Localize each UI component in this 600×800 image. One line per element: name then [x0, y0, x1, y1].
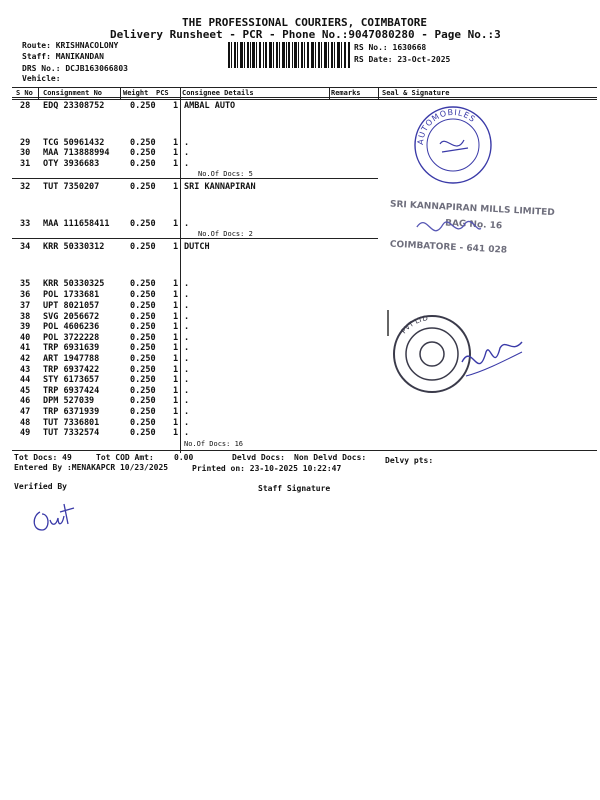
- total-cod-label: Tot COD Amt:: [96, 453, 154, 462]
- printed-on: Printed on: 23-10-2025 10:22:47: [192, 464, 342, 473]
- cell-consignment: TUT 7332574: [43, 428, 100, 438]
- cell-pcs: 1: [173, 159, 179, 169]
- company-title: THE PROFESSIONAL COURIERS, COIMBATORE: [182, 16, 428, 29]
- cell-pcs: 1: [173, 138, 179, 148]
- cell-pcs: 1: [173, 322, 179, 332]
- cell-consignment: SVG 2056672: [43, 312, 100, 322]
- dutch-seal-stamp: [382, 302, 542, 402]
- cell-consignee: SRI KANNAPIRAN: [184, 182, 256, 192]
- cell-consignee: .: [184, 219, 190, 229]
- col-header-pcs: PCS: [156, 89, 169, 97]
- svg-text:PVT LTD: [400, 314, 429, 335]
- col-sep-cons: [120, 87, 121, 99]
- cell-weight: 0.250: [130, 301, 156, 311]
- cell-pcs: 1: [173, 386, 179, 396]
- runsheet-subtitle: Delivery Runsheet - PCR - Phone No.:9047080280 - Page No.:3: [110, 28, 501, 41]
- sri-kannapiran-stamp: [386, 196, 562, 295]
- staff-signature-label: Staff Signature: [258, 484, 331, 493]
- col-sep-seal: [378, 87, 379, 99]
- cell-sno: 35: [20, 279, 31, 289]
- cell-consignee: .: [184, 365, 190, 375]
- col-header-consignment: Consignment No: [43, 89, 103, 97]
- automobiles-seal-stamp: [412, 104, 494, 186]
- cell-consignee: .: [184, 148, 190, 158]
- cell-consignment: POL 1733681: [43, 290, 100, 300]
- cell-weight: 0.250: [130, 343, 156, 353]
- cell-weight: 0.250: [130, 365, 156, 375]
- cell-pcs: 1: [173, 333, 179, 343]
- stamp-line: BAG No. 16: [444, 218, 503, 232]
- cell-weight: 0.250: [130, 138, 156, 148]
- cell-consignment: TRP 6937424: [43, 386, 100, 396]
- cell-weight: 0.250: [130, 182, 156, 192]
- cell-consignment: MAA 111658411: [43, 219, 110, 229]
- cell-consignee: .: [184, 301, 190, 311]
- svg-text:AUTOMOBILES: [416, 108, 478, 145]
- cell-weight: 0.250: [130, 407, 156, 417]
- delivered-docs: Delvd Docs:: [232, 453, 285, 462]
- cell-consignment: TRP 6937422: [43, 365, 100, 375]
- cell-weight: 0.250: [130, 148, 156, 158]
- cell-consignment: POL 4606236: [43, 322, 100, 332]
- stamp-text: PVT LTD: [399, 314, 429, 336]
- table-header-rule-2: [12, 99, 597, 100]
- cell-pcs: 1: [173, 101, 179, 111]
- cell-sno: 47: [20, 407, 31, 417]
- cell-sno: 44: [20, 375, 31, 385]
- stamp-text: AUTOMOBILES: [415, 107, 478, 146]
- cell-sno: 28: [20, 101, 31, 111]
- group-separator: [12, 178, 378, 179]
- cell-sno: 43: [20, 365, 31, 375]
- rs-date: RS Date: 23-Oct-2025: [354, 55, 451, 64]
- cell-pcs: 1: [173, 343, 179, 353]
- cell-pcs: 1: [173, 290, 179, 300]
- cell-weight: 0.250: [130, 396, 156, 406]
- cell-consignee: AMBAL AUTO: [184, 101, 236, 111]
- cell-sno: 45: [20, 386, 31, 396]
- cell-consignee: .: [184, 290, 190, 300]
- cell-consignment: TCG 50961432: [43, 138, 105, 148]
- cell-weight: 0.250: [130, 322, 156, 332]
- cell-sno: 46: [20, 396, 31, 406]
- group-docs-count: No.Of Docs: 16: [184, 440, 244, 448]
- cell-consignee: .: [184, 407, 190, 417]
- cell-weight: 0.250: [130, 354, 156, 364]
- cell-weight: 0.250: [130, 219, 156, 229]
- cell-consignee: .: [184, 418, 190, 428]
- cell-pcs: 1: [173, 396, 179, 406]
- cell-consignee: .: [184, 279, 190, 289]
- col-header-remarks: Remarks: [331, 89, 361, 97]
- cell-pcs: 1: [173, 375, 179, 385]
- total-cod-value: 0.00: [174, 453, 194, 462]
- verifier-signature: [30, 498, 80, 536]
- table-bottom-rule: [12, 450, 597, 451]
- cell-consignment: EDQ 23308752: [43, 101, 105, 111]
- staff-label: Staff: MANIKANDAN: [22, 52, 104, 61]
- col-header-consignee: Consignee Details: [182, 89, 254, 97]
- cell-consignee: .: [184, 343, 190, 353]
- cell-consignee: DUTCH: [184, 242, 210, 252]
- cell-sno: 39: [20, 322, 31, 332]
- cell-sno: 33: [20, 219, 31, 229]
- cell-consignment: TUT 7350207: [43, 182, 100, 192]
- cell-sno: 30: [20, 148, 31, 158]
- cell-weight: 0.250: [130, 290, 156, 300]
- verified-by-label: Verified By: [14, 482, 67, 491]
- cell-pcs: 1: [173, 365, 179, 375]
- entered-by: Entered By :MENAKAPCR 10/23/2025: [14, 463, 169, 472]
- cell-consignment: TUT 7336801: [43, 418, 100, 428]
- cell-consignee: .: [184, 428, 190, 438]
- cell-sno: 42: [20, 354, 31, 364]
- cell-consignee: .: [184, 159, 190, 169]
- cell-weight: 0.250: [130, 279, 156, 289]
- cell-consignment: KRR 50330325: [43, 279, 105, 289]
- cell-sno: 32: [20, 182, 31, 192]
- group-separator: [12, 238, 378, 239]
- cell-sno: 48: [20, 418, 31, 428]
- cell-sno: 34: [20, 242, 31, 252]
- col-header-weight: Weight: [123, 89, 149, 97]
- col-sep-consignee: [180, 87, 181, 453]
- cell-consignment: KRR 50330312: [43, 242, 105, 252]
- col-header-seal: Seal & Signature: [382, 89, 450, 97]
- cell-consignee: .: [184, 322, 190, 332]
- delivery-points: Delvy pts:: [385, 456, 434, 465]
- cell-consignment: POL 3722228: [43, 333, 100, 343]
- col-header-sno: S No: [16, 89, 33, 97]
- cell-pcs: 1: [173, 418, 179, 428]
- cell-pcs: 1: [173, 428, 179, 438]
- col-sep-sno: [38, 87, 39, 99]
- cell-weight: 0.250: [130, 312, 156, 322]
- cell-consignee: .: [184, 312, 190, 322]
- cell-consignee: .: [184, 354, 190, 364]
- group-docs-count: No.Of Docs: 5: [198, 170, 253, 178]
- cell-pcs: 1: [173, 279, 179, 289]
- cell-pcs: 1: [173, 354, 179, 364]
- cell-weight: 0.250: [130, 333, 156, 343]
- cell-weight: 0.250: [130, 375, 156, 385]
- stamp-line: COIMBATORE - 641 028: [389, 239, 508, 256]
- cell-consignment: MAA 713888994: [43, 148, 110, 158]
- cell-sno: 38: [20, 312, 31, 322]
- cell-consignment: DPM 527039: [43, 396, 95, 406]
- cell-pcs: 1: [173, 242, 179, 252]
- group-docs-count: No.Of Docs: 2: [198, 230, 253, 238]
- cell-sno: 36: [20, 290, 31, 300]
- cell-sno: 49: [20, 428, 31, 438]
- stamp-line: SRI KANNAPIRAN MILLS LIMITED: [389, 199, 555, 219]
- cell-consignment: TRP 6931639: [43, 343, 100, 353]
- cell-consignment: TRP 6371939: [43, 407, 100, 417]
- cell-pcs: 1: [173, 407, 179, 417]
- barcode-icon: [228, 42, 350, 68]
- cell-pcs: 1: [173, 301, 179, 311]
- cell-weight: 0.250: [130, 242, 156, 252]
- cell-weight: 0.250: [130, 428, 156, 438]
- cell-sno: 40: [20, 333, 31, 343]
- table-header-rule: [12, 97, 597, 98]
- cell-weight: 0.250: [130, 418, 156, 428]
- cell-weight: 0.250: [130, 159, 156, 169]
- cell-consignee: .: [184, 386, 190, 396]
- cell-weight: 0.250: [130, 101, 156, 111]
- drs-label: DRS No.: DCJB163066803: [22, 64, 128, 73]
- cell-consignment: ART 1947788: [43, 354, 100, 364]
- cell-sno: 29: [20, 138, 31, 148]
- cell-pcs: 1: [173, 219, 179, 229]
- col-sep-remarks: [329, 87, 330, 99]
- cell-sno: 41: [20, 343, 31, 353]
- stamp-signature-scribble: [412, 207, 484, 251]
- cell-consignee: .: [184, 375, 190, 385]
- rs-number: RS No.: 1630668: [354, 43, 427, 52]
- cell-pcs: 1: [173, 148, 179, 158]
- total-docs: Tot Docs: 49: [14, 453, 72, 462]
- vehicle-label: Vehicle:: [22, 74, 61, 83]
- cell-weight: 0.250: [130, 386, 156, 396]
- cell-consignee: .: [184, 138, 190, 148]
- table-top-rule: [12, 87, 597, 88]
- cell-pcs: 1: [173, 182, 179, 192]
- cell-sno: 31: [20, 159, 31, 169]
- cell-consignment: STY 6173657: [43, 375, 100, 385]
- cell-pcs: 1: [173, 312, 179, 322]
- cell-consignment: OTY 3936683: [43, 159, 100, 169]
- route-label: Route: KRISHNACOLONY: [22, 41, 119, 50]
- cell-sno: 37: [20, 301, 31, 311]
- cell-consignment: UPT 8021057: [43, 301, 100, 311]
- non-delivered-docs: Non Delvd Docs:: [294, 453, 367, 462]
- cell-consignee: .: [184, 333, 190, 343]
- cell-consignee: .: [184, 396, 190, 406]
